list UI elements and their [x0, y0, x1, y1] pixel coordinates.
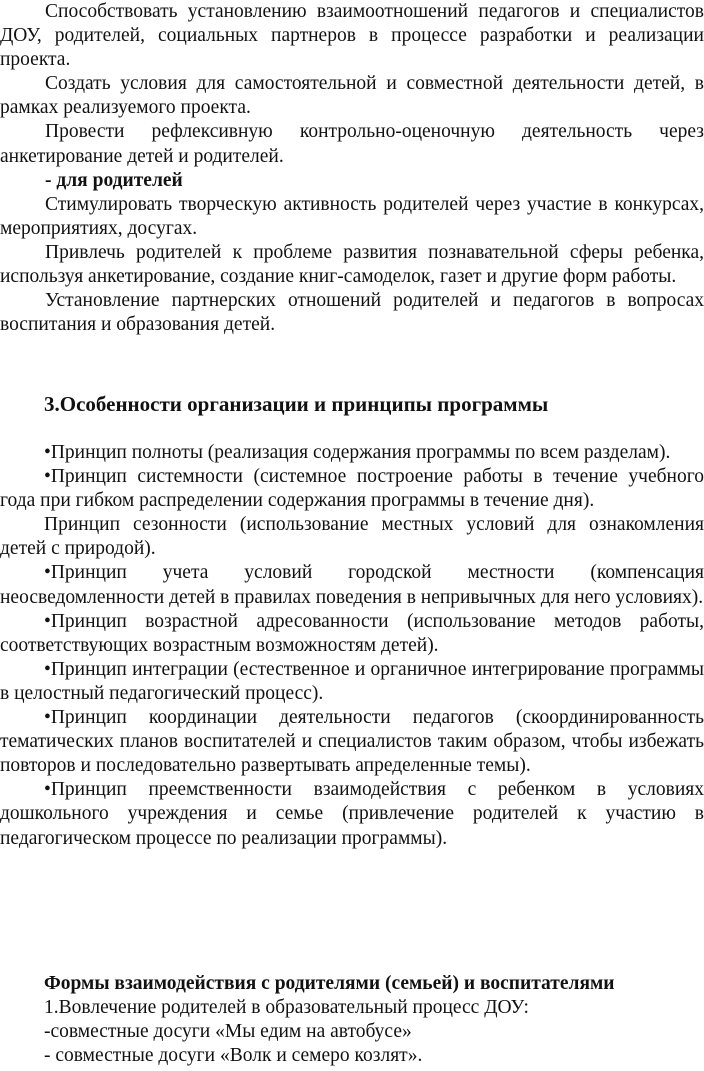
forms-item-1: 1.Вовлечение родителей в образовательный процесс ДОУ: — [44, 997, 529, 1019]
intro-paragraph-2: Создать условия для самостоятельной и совместной деятельности детей, в рамках реализуемого проекта. — [0, 73, 704, 119]
section-3-heading: 3.Особенности организации и принципы программы — [44, 392, 549, 416]
section-3-heading-block — [0, 391, 704, 417]
forms-item-3: - совместные досуги «Волк и семеро козлят». — [44, 1045, 423, 1067]
intro-paragraph-1: Способствовать установлению взаимоотношений педагогов и специалистов ДОУ, родителей, социальных партнеров в процессе разработки и реализации проекта. — [0, 1, 704, 71]
principle-item: •Принцип преемственности взаимодействия с ребенком в условиях дошкольного учреждения и семье (привлечение родителей к участию в педагогическом процессе по реализации программы). — [0, 779, 704, 849]
intro-paragraph-3: Провести рефлексивную контрольно-оценочную деятельность через анкетирование детей и родителей. — [0, 121, 704, 167]
principle-item: •Принцип системности (системное построение работы в течение учебного года при гибком распределении содержания программы в течение дня). — [0, 466, 704, 512]
principle-item: •Принцип полноты (реализация содержания программы по всем разделам). — [44, 442, 671, 463]
forms-heading: Формы взаимодействия с родителями (семьей) и воспитателями — [44, 973, 615, 994]
intro-section — [0, 0, 704, 337]
forms-section — [0, 972, 704, 1068]
forms-item-2: -совместные досуги «Мы едим на автобусе» — [44, 1021, 412, 1043]
parents-paragraph-2: Привлечь родителей к проблеме развития познавательной сферы ребенка, используя анкетирование, создание книг-самоделок, газет и другие форм работы. — [0, 241, 704, 288]
principle-item: •Принцип учета условий городской местности (компенсация неосведомленности детей в правилах поведения в непривычных для него условиях). — [0, 562, 704, 608]
parents-paragraph-1: Стимулировать творческую активность родителей через участие в конкурсах, мероприятиях, досугах. — [0, 193, 704, 239]
principles-list — [0, 441, 704, 851]
parents-label: - для родителей — [45, 169, 183, 191]
principle-item: •Принцип интеграции (естественное и органичное интегрирование программы в целостный педагогический процесс). — [0, 658, 704, 704]
principle-item: Принцип сезонности (использование местных условий для ознакомления детей с природой). — [0, 514, 704, 560]
principle-item: •Принцип возрастной адресованности (использование методов работы, соответствующих возрастным возможностям детей). — [0, 610, 704, 656]
parents-paragraph-3: Установление партнерских отношений родителей и педагогов в вопросах воспитания и образования детей. — [0, 290, 704, 336]
principle-item: •Принцип координации деятельности педагогов (скоординированность тематических планов воспитателей и специалистов таким образом, чтобы избежать повторов и последовательно развертывать апределенные темы). — [0, 707, 704, 777]
